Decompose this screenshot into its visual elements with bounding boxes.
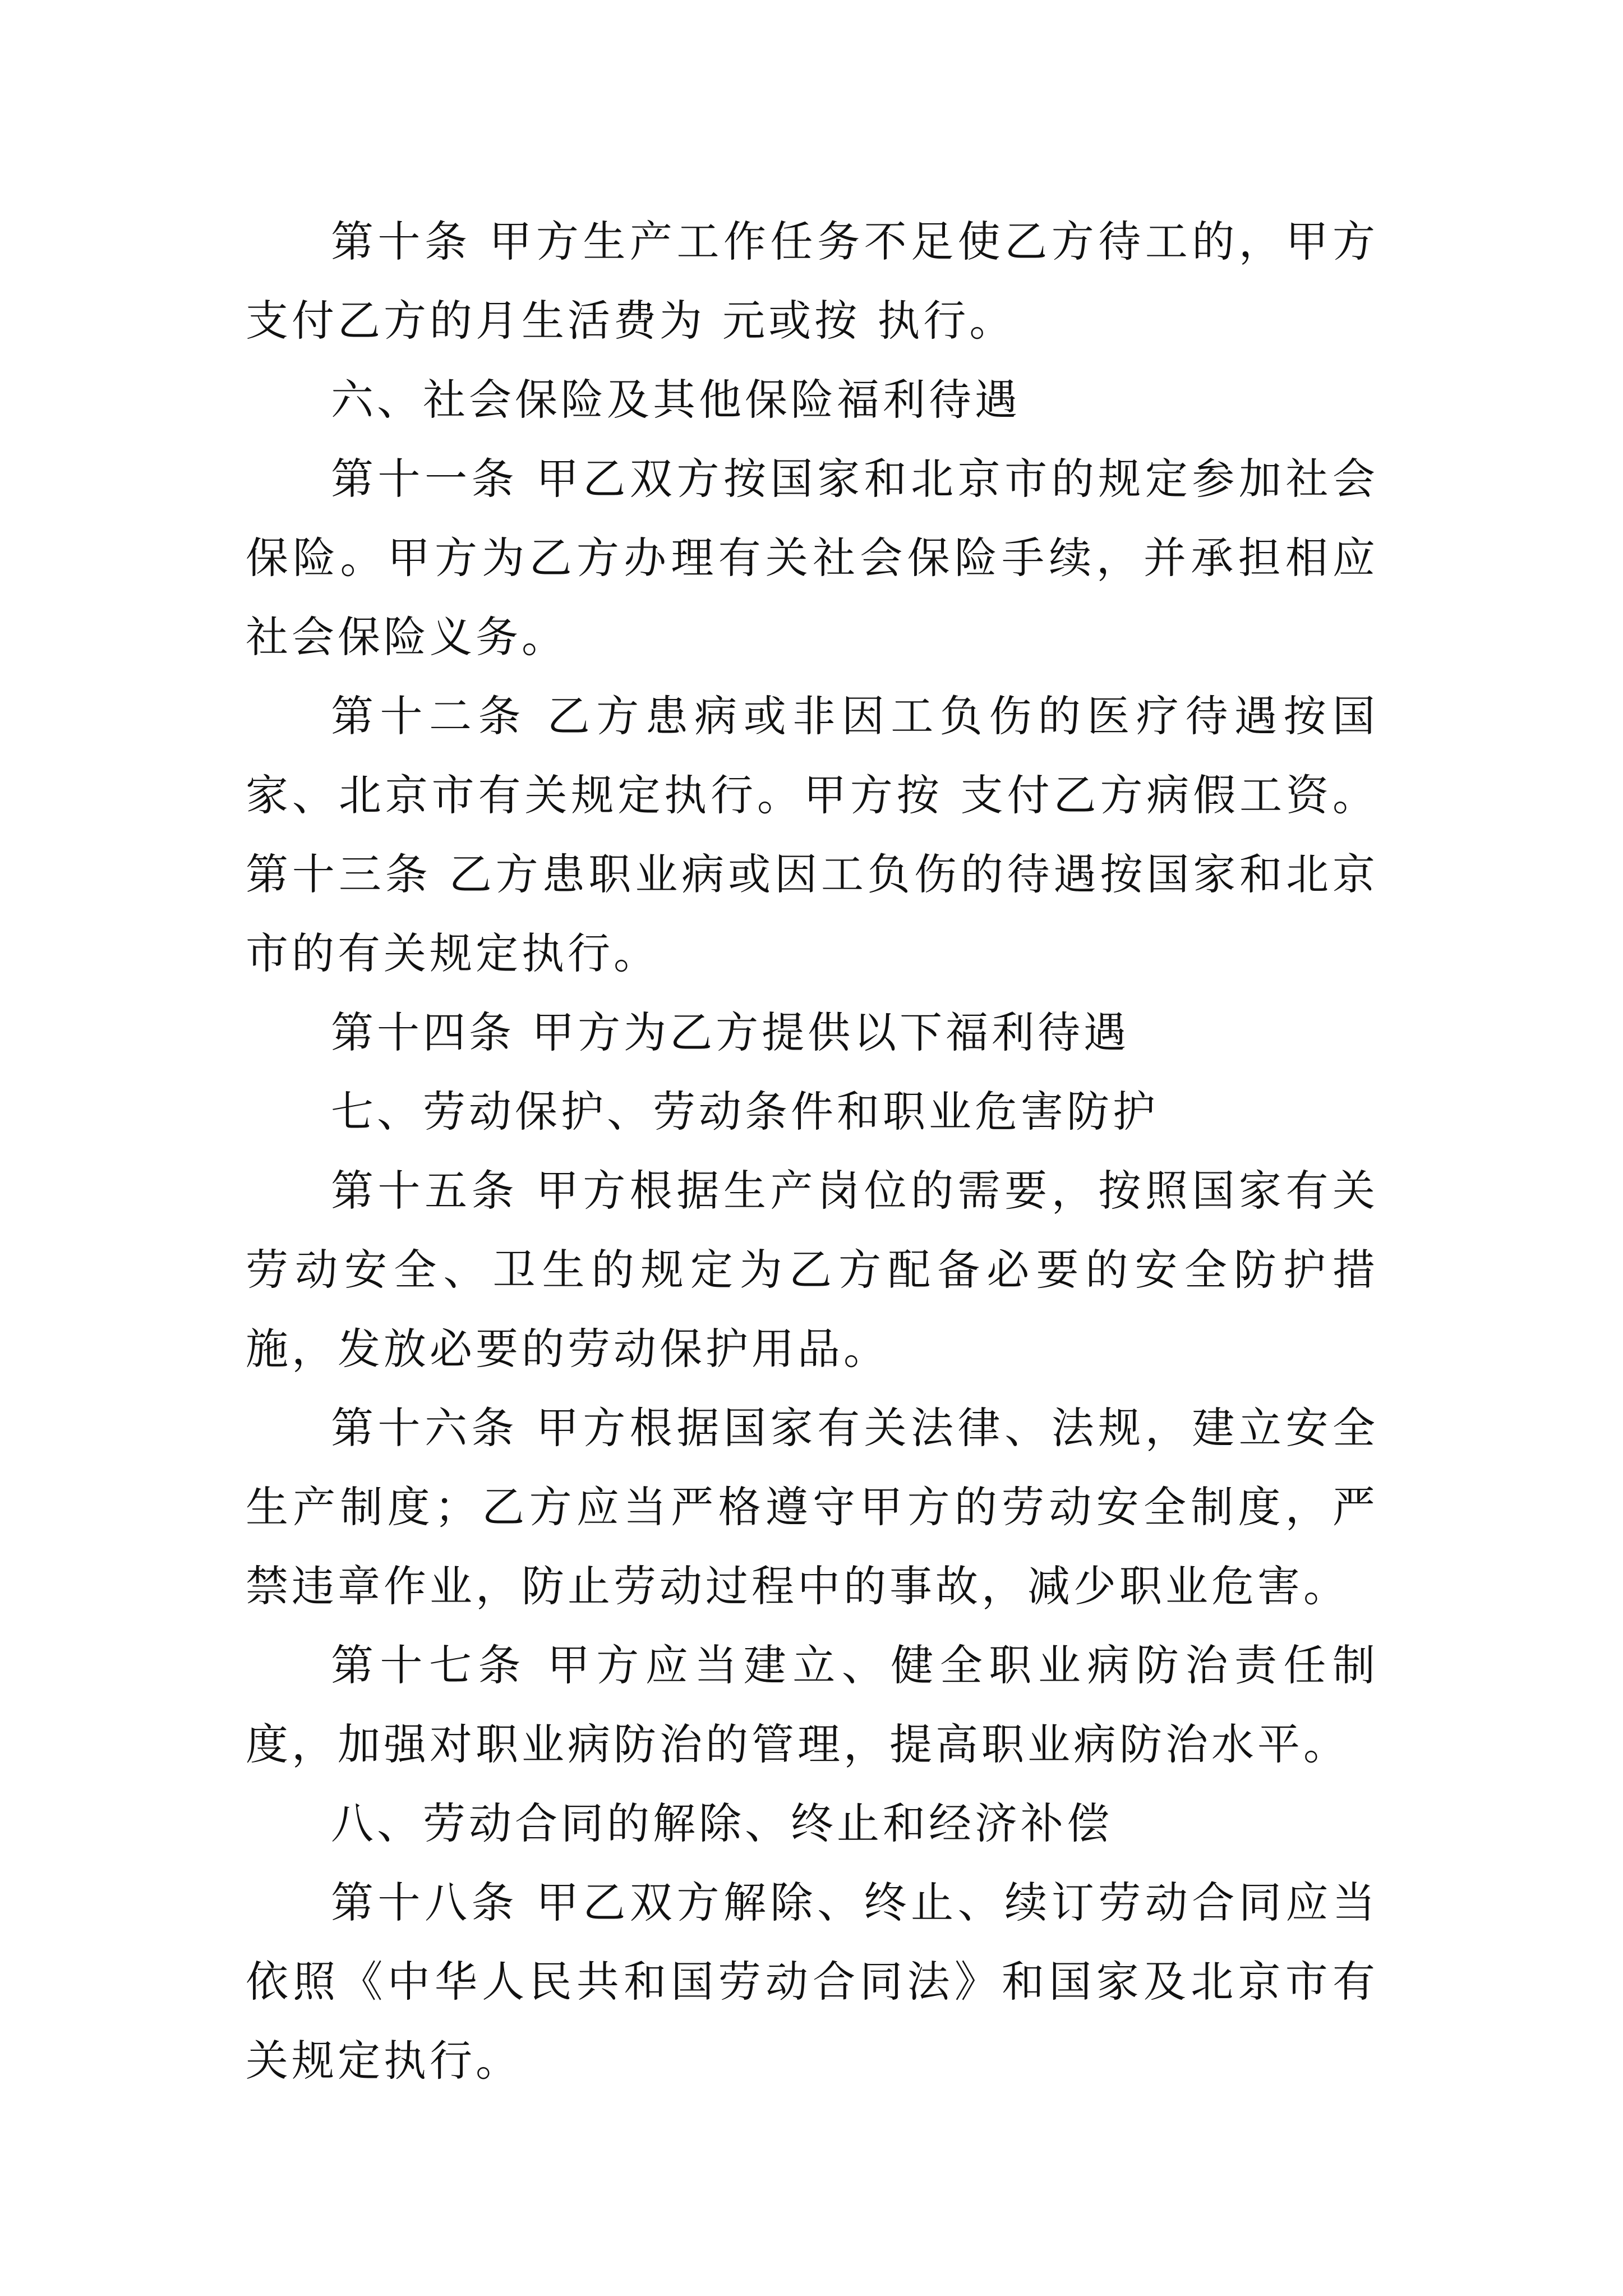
article-16: 第十六条 甲方根据国家有关法律、法规，建立安全生产制度；乙方应当严格遵守甲方的劳动安全制度，严禁违章作业，防止劳动过程中的事故，减少职业危害。 [246,1403,1378,1611]
article-15: 第十五条 甲方根据生产岗位的需要，按照国家有关劳动安全、卫生的规定为乙方配备必要的安全防护措施，发放必要的劳动保护用品。 [246,1166,1378,1374]
section-heading-contract-termination: 八、劳动合同的解除、终止和经济补偿 [331,1798,1113,1848]
article-10: 第十条 甲方生产工作任务不足使乙方待工的，甲方支付乙方的月生活费为 元或按 执行。 [246,217,1378,346]
article-14: 第十四条 甲方为乙方提供以下福利待遇 [331,1007,1130,1057]
document-body [246,202,1378,2100]
section-heading-social-insurance: 六、社会保险及其他保险福利待遇 [331,375,1021,425]
section-heading-labor-protection: 七、劳动保护、劳动条件和职业危害防护 [331,1087,1159,1137]
article-17: 第十七条 甲方应当建立、健全职业病防治责任制度，加强对职业病防治的管理，提高职业病防治水平。 [246,1640,1378,1769]
article-18: 第十八条 甲乙双方解除、终止、续订劳动合同应当依照《中华人民共和国劳动合同法》和国家及北京市有关规定执行。 [246,1878,1378,2086]
article-11: 第十一条 甲乙双方按国家和北京市的规定参加社会保险。甲方为乙方办理有关社会保险手续，并承担相应社会保险义务。 [246,454,1378,662]
article-12-13: 第十二条 乙方患病或非因工负伤的医疗待遇按国家、北京市有关规定执行。甲方按 支付乙方病假工资。 第十三条 乙方患职业病或因工负伤的待遇按国家和北京市的有关规定执行。 [246,691,1378,978]
